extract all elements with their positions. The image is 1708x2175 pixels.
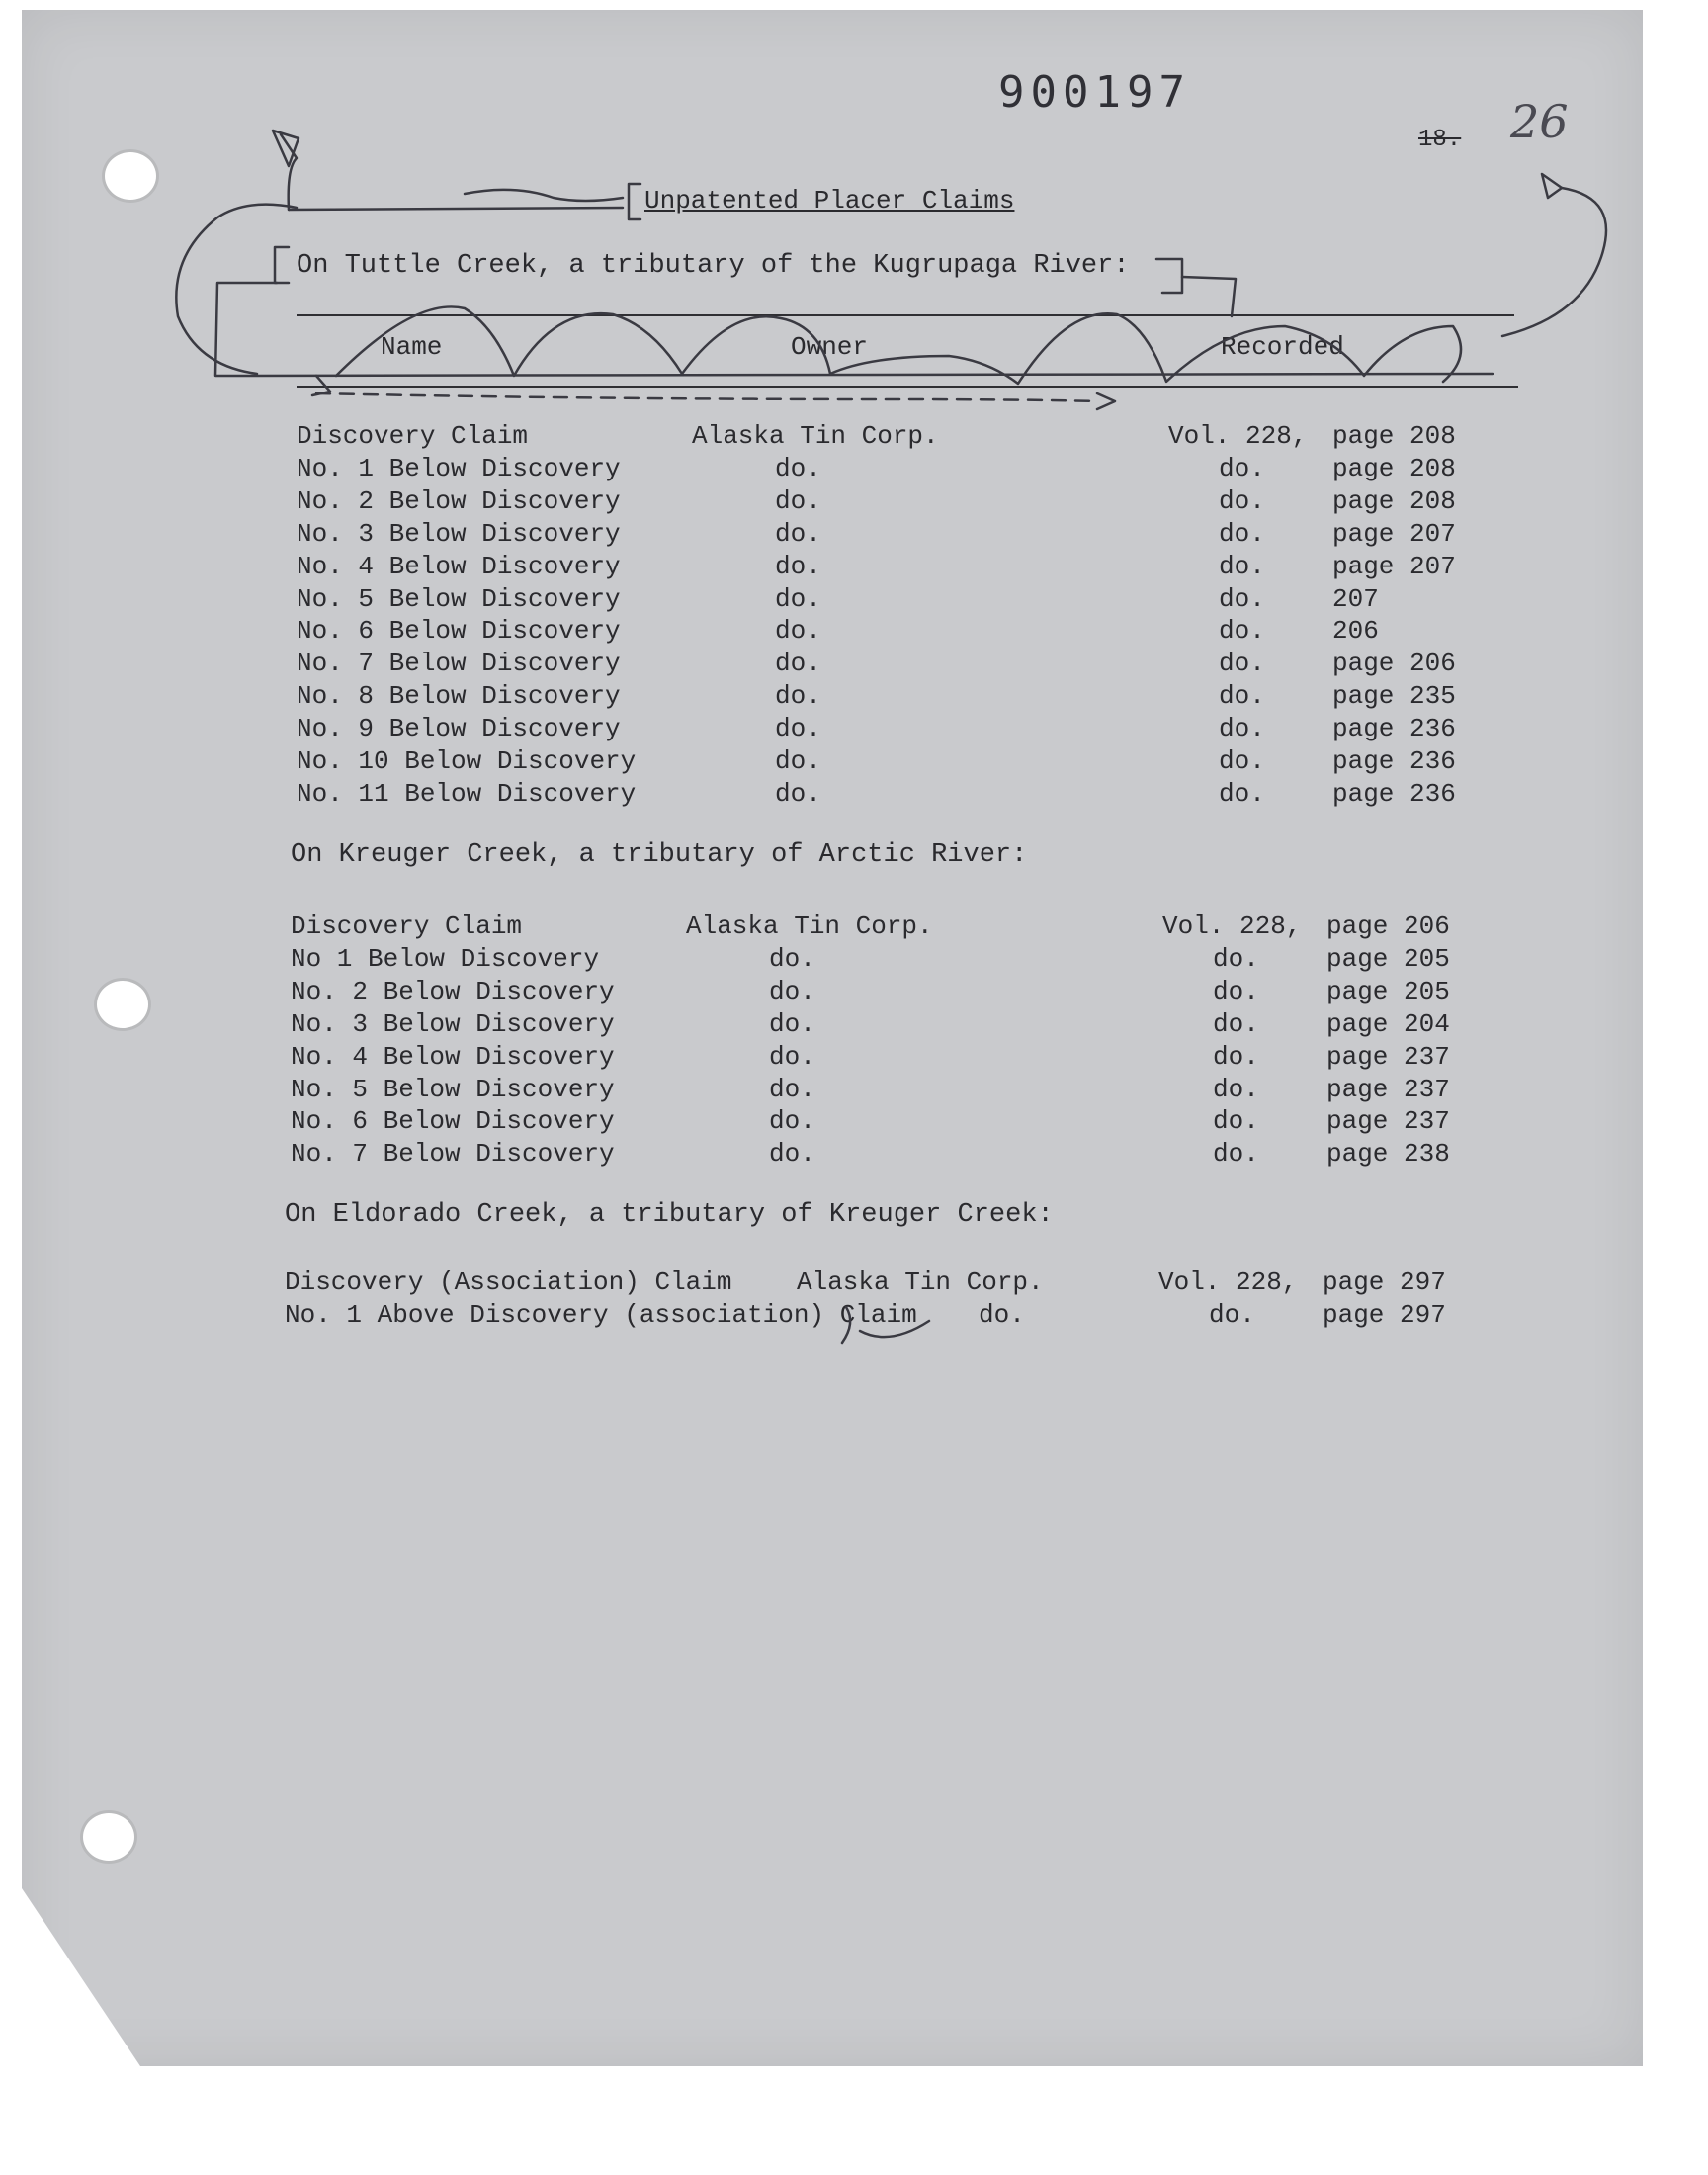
claim-page: page 205 [1326,977,1450,1006]
claim-owner: do. [775,584,821,614]
claim-page: page 297 [1323,1267,1446,1297]
claim-volume: Vol. 228, [1158,1267,1298,1297]
folded-corner [22,1888,140,2066]
claim-volume: do. [1219,681,1265,711]
punch-hole-bottom [83,1813,134,1861]
claim-volume: do. [1213,1106,1259,1136]
claim-page: page 236 [1332,714,1456,743]
claim-volume: do. [1213,1042,1259,1072]
claim-name: No. 10 Below Discovery [297,746,637,776]
claim-name: No. 9 Below Discovery [297,714,621,743]
claim-owner: do. [769,1106,815,1136]
scan-margin [0,2074,1708,2175]
claim-page: page 208 [1332,486,1456,516]
claim-owner: Alaska Tin Corp. [692,421,939,451]
claim-owner: do. [775,616,821,646]
claim-owner: do. [979,1300,1025,1330]
claim-name: No. 4 Below Discovery [297,552,621,581]
claim-volume: do. [1213,1009,1259,1039]
header-rule-top [297,314,1514,316]
column-header-name: Name [381,332,443,362]
claim-page: page 204 [1326,1009,1450,1039]
claim-owner: Alaska Tin Corp. [797,1267,1044,1297]
header-rule-bottom [297,386,1518,388]
punch-hole-middle [97,981,148,1028]
claim-name: Discovery Claim [291,912,523,941]
claim-volume: do. [1209,1300,1255,1330]
claim-page: page 237 [1326,1075,1450,1104]
section-heading-tuttle: On Tuttle Creek, a tributary of the Kugrupaga River: [297,251,1130,281]
claim-volume: do. [1219,584,1265,614]
claim-owner: do. [769,944,815,974]
claim-name: No. 8 Below Discovery [297,681,621,711]
claim-name: No. 7 Below Discovery [297,649,621,678]
claim-name: No. 5 Below Discovery [297,584,621,614]
claim-name: No. 1 Below Discovery [297,454,621,483]
claim-page: page 208 [1332,421,1456,451]
claim-volume: do. [1219,519,1265,549]
claim-volume: do. [1213,944,1259,974]
punch-hole-top [105,152,156,200]
claim-owner: do. [769,1009,815,1039]
page-title: Unpatented Placer Claims [644,186,1015,216]
claim-name: No. 4 Below Discovery [291,1042,615,1072]
claim-owner: do. [775,779,821,809]
claim-name: No. 6 Below Discovery [297,616,621,646]
claim-volume: do. [1219,486,1265,516]
claim-owner: do. [775,454,821,483]
claim-volume: do. [1219,616,1265,646]
claim-name: Discovery (Association) Claim [285,1267,732,1297]
claim-volume: do. [1219,454,1265,483]
claim-name: Discovery Claim [297,421,529,451]
claim-page: page 235 [1332,681,1456,711]
claim-volume: do. [1213,1139,1259,1169]
claim-name: No. 11 Below Discovery [297,779,637,809]
claim-name: No. 2 Below Discovery [297,486,621,516]
claim-page: page 207 [1332,519,1456,549]
claim-volume: do. [1219,552,1265,581]
claim-page: page 208 [1332,454,1456,483]
claim-owner: do. [775,649,821,678]
claim-page: page 206 [1326,912,1450,941]
claim-owner: do. [775,519,821,549]
claim-page: page 236 [1332,746,1456,776]
claim-volume: do. [1219,746,1265,776]
claim-page: page 297 [1323,1300,1446,1330]
claim-page: page 206 [1332,649,1456,678]
claim-owner: do. [775,552,821,581]
claim-page: page 236 [1332,779,1456,809]
claim-owner: do. [775,714,821,743]
page-number: 18. [1418,127,1462,153]
claim-name: No. 7 Below Discovery [291,1139,615,1169]
handwritten-page-number: 26 [1510,95,1569,148]
section-heading-eldorado: On Eldorado Creek, a tributary of Kreuger Creek: [285,1200,1054,1230]
claim-name: No. 6 Below Discovery [291,1106,615,1136]
column-header-owner: Owner [791,332,869,362]
claim-page: 206 [1332,616,1379,646]
claim-name: No 1 Below Discovery [291,944,600,974]
claim-volume: do. [1219,714,1265,743]
claim-page: page 238 [1326,1139,1450,1169]
claim-page: page 205 [1326,944,1450,974]
claim-volume: do. [1213,977,1259,1006]
claim-name: No. 5 Below Discovery [291,1075,615,1104]
claim-volume: Vol. 228, [1162,912,1302,941]
claim-owner: do. [775,746,821,776]
claim-volume: do. [1213,1075,1259,1104]
claim-owner: do. [769,1042,815,1072]
column-header-recorded: Recorded [1221,332,1344,362]
claim-owner: do. [769,1139,815,1169]
claim-volume: do. [1219,779,1265,809]
claim-page: page 207 [1332,552,1456,581]
claim-page: page 237 [1326,1042,1450,1072]
claim-owner: Alaska Tin Corp. [686,912,933,941]
claim-owner: do. [769,1075,815,1104]
claim-volume: do. [1219,649,1265,678]
claim-page: 207 [1332,584,1379,614]
section-heading-kreuger: On Kreuger Creek, a tributary of Arctic River: [291,840,1028,870]
stamp-number: 900197 [998,67,1191,118]
claim-owner: do. [769,977,815,1006]
claim-volume: Vol. 228, [1168,421,1308,451]
claim-owner: do. [775,486,821,516]
claim-name: No. 3 Below Discovery [291,1009,615,1039]
claim-owner: do. [775,681,821,711]
claim-name: No. 3 Below Discovery [297,519,621,549]
claim-page: page 237 [1326,1106,1450,1136]
claim-name: No. 2 Below Discovery [291,977,615,1006]
claim-name: No. 1 Above Discovery (association) Claim [285,1300,917,1330]
